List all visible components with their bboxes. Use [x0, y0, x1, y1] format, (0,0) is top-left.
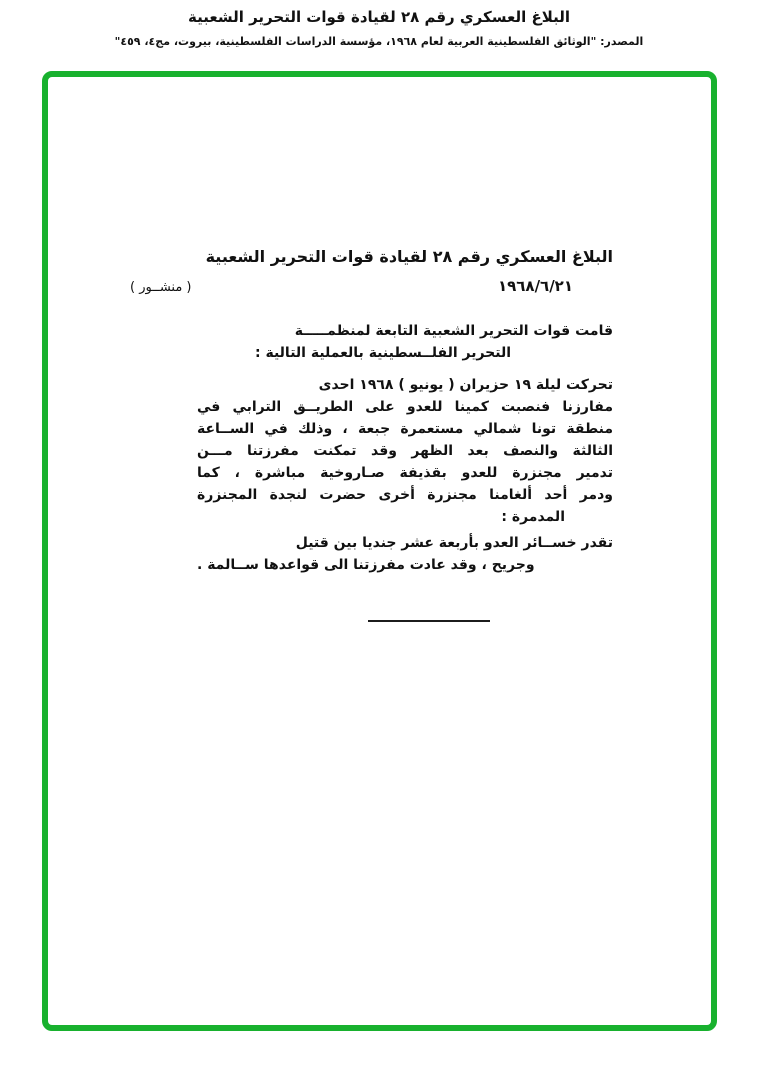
paragraph-2 [197, 374, 613, 528]
document-content [48, 245, 711, 622]
text-line: الثالثة والنصف بعد الظهر وقد تمكنت مفرزتنا مـــن [197, 443, 613, 459]
text-line: قامت قوات التحرير الشعبية التابعة لمنظمـــــة [294, 323, 613, 339]
text-line: وجريح ، وقد عادت مفرزتنا الى قواعدها ســالمة . [197, 557, 535, 573]
document-frame [42, 71, 717, 1031]
document-body [197, 320, 613, 622]
text-line: ودمر أحد ألغامنا مجنزرة أخرى حضرت لنجدة المجنزرة [197, 487, 613, 503]
text-line: تحركت ليلة ١٩ حزيران ( يونيو ) ١٩٦٨ احدى [318, 377, 613, 393]
text-line: تدمير مجنزرة للعدو بقذيفة صـاروخية مباشرة ، كما [197, 465, 613, 481]
paragraph-3 [197, 532, 613, 576]
document-meta-row [130, 276, 573, 298]
page-header [0, 0, 758, 49]
paragraph-1 [197, 320, 613, 364]
text-line: مفارزنا فنصبت كمينا للعدو على الطريــق الترابي في [197, 399, 613, 415]
section-divider [368, 620, 490, 622]
header-title: البلاغ العسكري رقم ٢٨ لقيادة قوات التحرير الشعبية [188, 8, 570, 26]
text-line: منطقة تونا شمالي مستعمرة جبعة ، وذلك في الســاعة [197, 421, 613, 437]
document-title: البلاغ العسكري رقم ٢٨ لقيادة قوات التحرير الشعبية [205, 247, 613, 266]
publication-note: ( منشــور ) [130, 280, 192, 295]
header-source: المصدر: "الوثائق الفلسطينية العربية لعام ١٩٦٨، مؤسسة الدراسات الفلسطينية، بيروت، مج٤، ٤٥٩" [114, 35, 644, 48]
text-line: تقدر خســائر العدو بأربعة عشر جنديا بين قتيل [295, 535, 613, 551]
text-line: المدمرة : [501, 509, 565, 525]
document-date: ١٩٦٨/٦/٢١ [497, 277, 573, 295]
text-line: التحرير الفلــسطينية بالعملية التالية : [255, 345, 512, 361]
